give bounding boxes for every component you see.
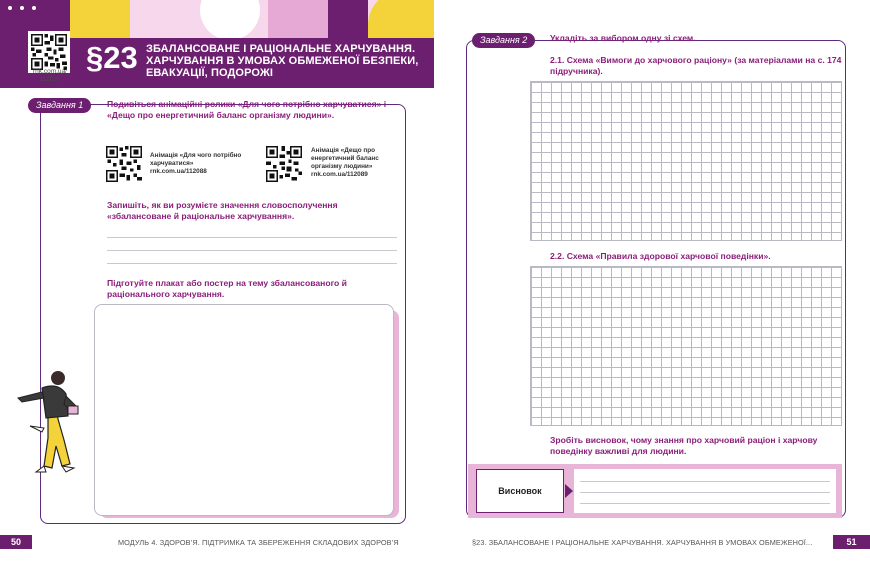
conclusion-answer-area[interactable]: [574, 469, 836, 513]
poster-area[interactable]: [94, 304, 394, 516]
scheme2-title: 2.2. Схема «Правила здорової харчової поведінки».: [550, 251, 771, 261]
page-footer: §23. ЗБАЛАНСОВАНЕ І РАЦІОНАЛЬНЕ ХАРЧУВАННЯ. ХАРЧУВАННЯ В УМОВАХ ОБМЕЖЕНОЇ...: [472, 538, 813, 547]
conclusion-label-box: [476, 469, 564, 513]
girl-illustration: [12, 368, 96, 478]
answer-line[interactable]: [107, 237, 397, 238]
answer-line[interactable]: [580, 481, 830, 482]
qr-caption: rnk.com.ua/ 112020: [33, 68, 67, 83]
answer-line[interactable]: [107, 250, 397, 251]
page-number: 51: [833, 535, 870, 549]
page-title: ЗБАЛАНСОВАНЕ І РАЦІОНАЛЬНЕ ХАРЧУВАННЯ. ХАРЧУВАННЯ В УМОВАХ ОБМЕЖЕНОЇ БЕЗПЕКИ, ЕВАКУАЦІЇ, ПОДОРОЖІ: [146, 43, 419, 79]
paragraph-number: §23: [86, 40, 138, 75]
conclusion-prompt: Зробіть висновок, чому знання про харчовий раціон і харчову поведінку важливі для людини.: [550, 435, 818, 456]
page-number: 50: [0, 535, 32, 549]
scheme2-grid[interactable]: [530, 266, 842, 426]
page-footer: МОДУЛЬ 4. ЗДОРОВ’Я. ПІДТРИМКА ТА ЗБЕРЕЖЕННЯ СКЛАДОВИХ ЗДОРОВ’Я: [118, 538, 399, 547]
answer-line[interactable]: [580, 503, 830, 504]
task1-intro: Подивіться анімаційні ролики «Для чого потрібно харчуватися» і «Дещо про енергетичний баланс організму людини».: [107, 99, 387, 120]
qr1-caption: Анімація «Для чого потрібно харчуватися» rnk.com.ua/112088: [150, 152, 242, 175]
answer-line[interactable]: [580, 492, 830, 493]
qr2-caption: Анімація «Дещо про енергетичний баланс організму людини» rnk.com.ua/112089: [311, 147, 379, 178]
arrow-right-icon: [565, 484, 573, 498]
qr-code-icon[interactable]: [28, 31, 70, 73]
prompt-meaning: Запишіть, як ви розумієте значення словосполучення «збалансоване й раціональне харчування».: [107, 200, 338, 221]
prompt-poster: Підготуйте плакат або постер на тему збалансованого й раціонального харчування.: [107, 278, 347, 299]
task2-instruction: Укладіть за вибором одну зі схем.: [550, 33, 696, 43]
qr-code-icon[interactable]: [266, 146, 302, 182]
task1-label: Завдання 1: [28, 98, 91, 113]
scheme1-title: 2.1. Схема «Вимоги до харчового раціону» (за матеріалами на с. 174 підручника).: [550, 55, 842, 76]
qr-code-icon[interactable]: [106, 146, 142, 182]
conclusion-label: Висновок: [498, 486, 542, 496]
answer-line[interactable]: [107, 263, 397, 264]
task2-label: Завдання 2: [472, 33, 535, 48]
scheme1-grid[interactable]: [530, 81, 842, 241]
